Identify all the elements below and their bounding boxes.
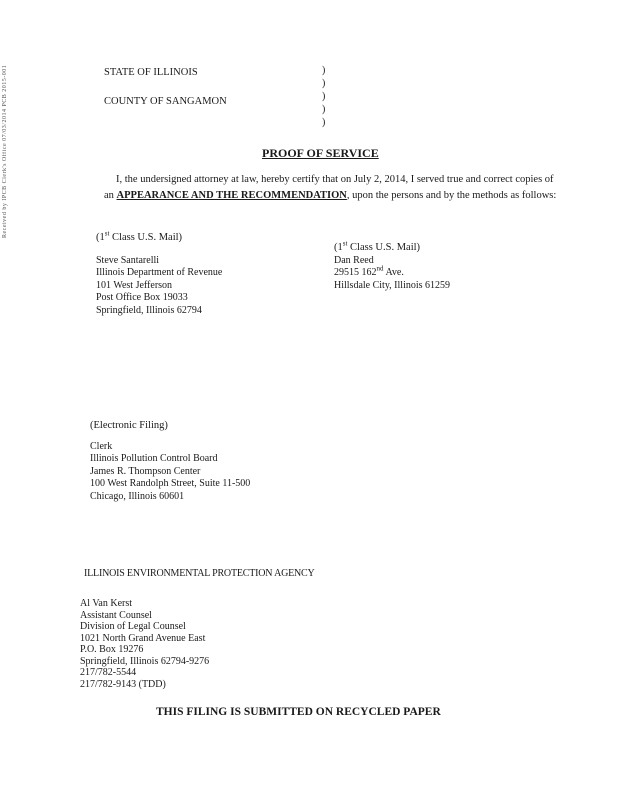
agency-contact-block — [80, 598, 209, 690]
recipient-line: 101 West Jefferson — [96, 279, 173, 291]
agency-line: 217/782-9143 (TDD) — [80, 678, 166, 690]
recipient-line: Chicago, Illinois 60601 — [90, 490, 185, 502]
recycled-paper-notice: THIS FILING IS SUBMITTED ON RECYCLED PAPER — [156, 706, 441, 718]
caption-county: COUNTY OF SANGAMON — [104, 96, 227, 107]
service-block-revenue — [96, 229, 223, 317]
caption-paren: ) — [322, 117, 326, 128]
recipient-line: Illinois Department of Revenue — [96, 267, 223, 278]
recipient-line: 29515 162nd Ave. — [334, 264, 404, 278]
recipient-line: Hillsdale City, Illinois 61259 — [334, 279, 451, 291]
agency-line: 217/782-5544 — [80, 667, 137, 678]
service-block-clerk — [90, 420, 250, 503]
service-method: (1st Class U.S. Mail) — [334, 239, 421, 253]
agency-line: Assistant Counsel — [80, 609, 152, 621]
agency-line: Division of Legal Counsel — [80, 621, 186, 632]
caption-paren: ) — [322, 65, 326, 76]
agency-line: Springfield, Illinois 62794-9276 — [80, 655, 210, 667]
recipient-line: 100 West Randolph Street, Suite 11-500 — [90, 478, 251, 489]
caption-paren: ) — [322, 91, 326, 102]
certification-text-start: I, the undersigned attorney at law, hereby certify that on July 2, 2014, I served true and correct copies of an — [104, 174, 554, 201]
document-title: PROOF OF SERVICE — [262, 146, 379, 160]
recipient-line: Steve Santarelli — [96, 254, 160, 266]
caption-state: STATE OF ILLINOIS — [104, 67, 198, 78]
agency-name: ILLINOIS ENVIRONMENTAL PROTECTION AGENCY — [84, 568, 315, 579]
recipient-line: Clerk — [90, 440, 113, 452]
recipient-line: Dan Reed — [334, 254, 374, 266]
recipient-line: Springfield, Illinois 62794 — [96, 304, 202, 316]
agency-line: Al Van Kerst — [80, 598, 133, 609]
recipient-line: Illinois Pollution Control Board — [90, 453, 218, 464]
service-method: (1st Class U.S. Mail) — [96, 229, 183, 243]
fax-header-strip: Received by IPCB Clerk's Office 07/03/2014 PCB 2015-001 — [2, 64, 8, 238]
agency-line: P.O. Box 19276 — [80, 644, 144, 655]
service-block-reed — [334, 239, 451, 292]
caption-paren: ) — [322, 78, 326, 89]
caption-paren: ) — [322, 104, 326, 115]
agency-line: 1021 North Grand Avenue East — [80, 632, 206, 644]
service-method: (Electronic Filing) — [90, 420, 168, 431]
certification-paragraph — [104, 172, 564, 204]
recipient-line: James R. Thompson Center — [90, 465, 201, 477]
recipient-line: Post Office Box 19033 — [96, 292, 188, 303]
certification-text-end: , upon the persons and by the methods as follows: — [346, 190, 557, 201]
served-documents: APPEARANCE AND THE RECOMMENDATION — [116, 190, 347, 201]
